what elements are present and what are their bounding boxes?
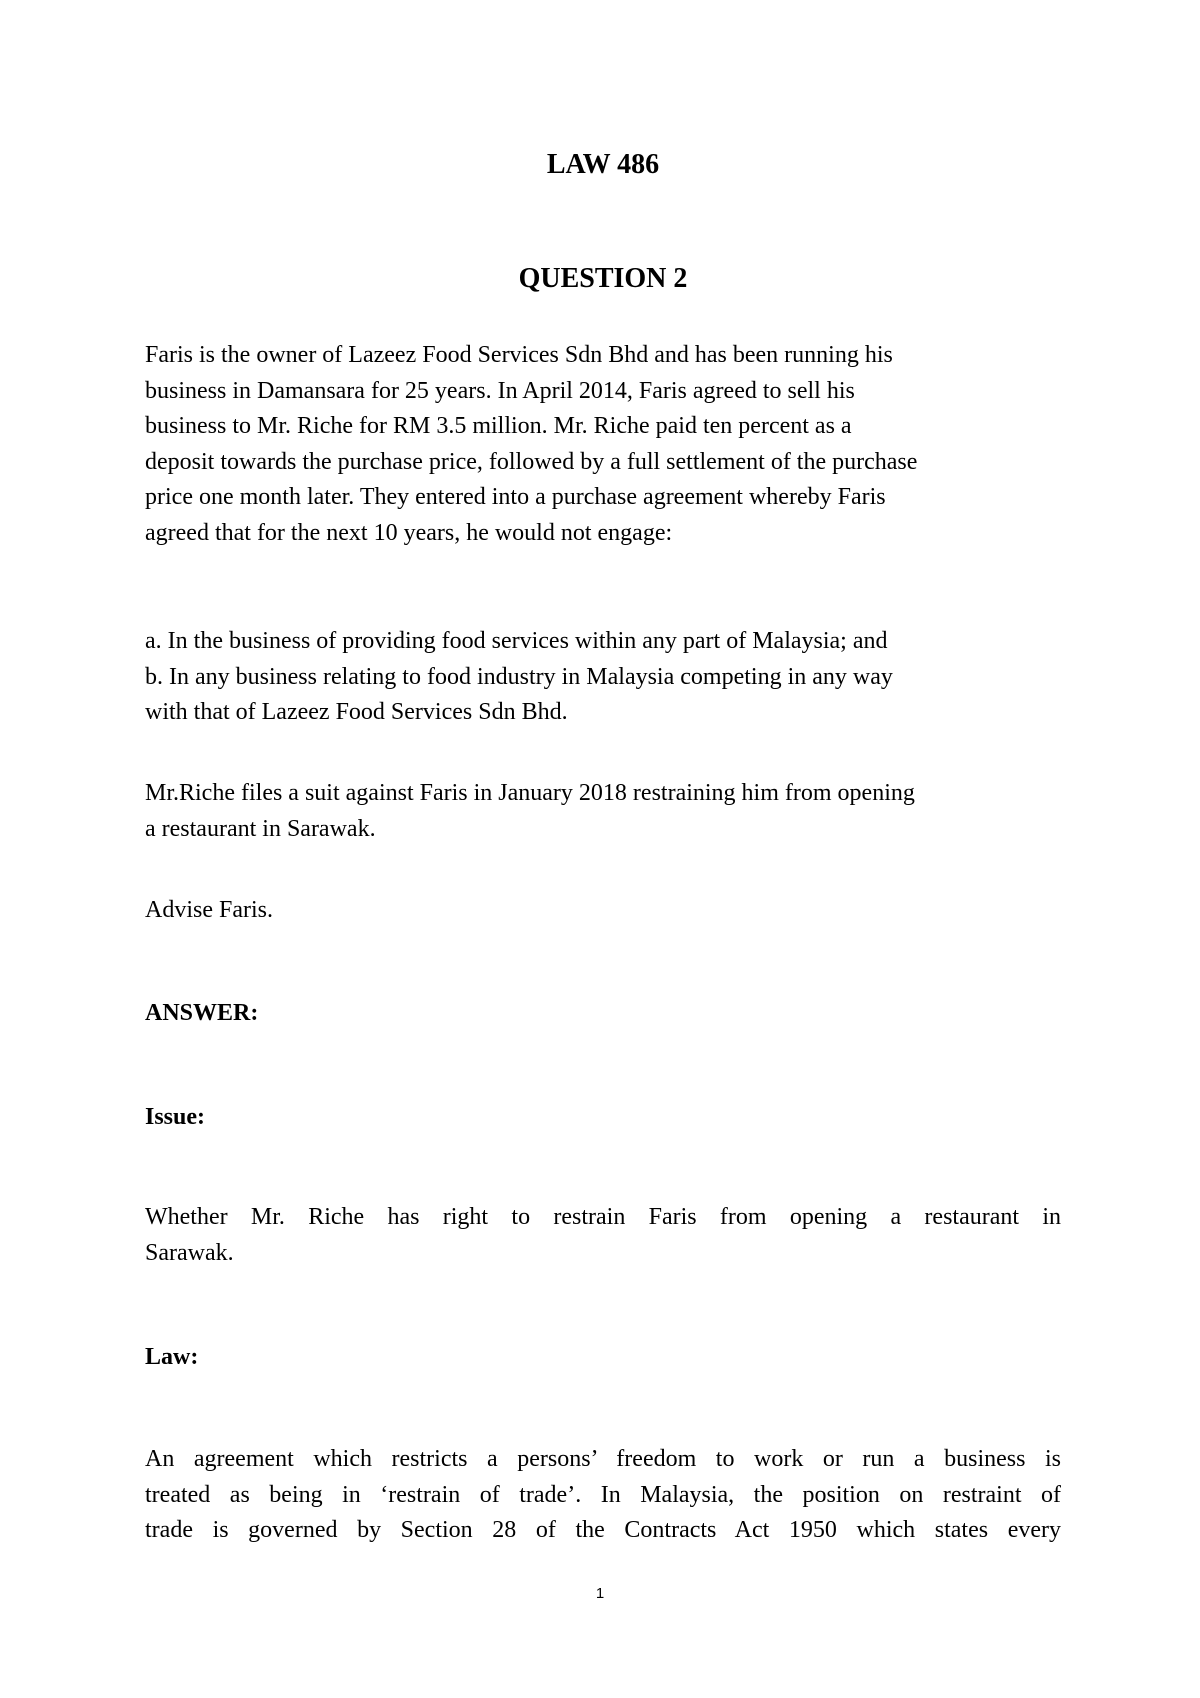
law-paragraph — [145, 1442, 1061, 1549]
suit-line: a restaurant in Sarawak. — [145, 815, 376, 842]
issue-heading: Issue: — [145, 1104, 206, 1130]
issue-line: Whether Mr. Riche has right to restrain Faris from opening a restaurant in — [145, 1204, 1061, 1230]
suit-line: Mr.Riche files a suit against Faris in January 2018 restraining him from opening — [145, 780, 915, 806]
restriction-list — [145, 624, 1061, 731]
question-line: price one month later. They entered into a purchase agreement whereby Faris — [145, 484, 886, 510]
question-line: business to Mr. Riche for RM 3.5 million. Mr. Riche paid ten percent as a — [145, 413, 852, 439]
law-heading: Law: — [145, 1344, 199, 1370]
question-line: agreed that for the next 10 years, he would not engage: — [145, 519, 673, 546]
list-item-b-continued: with that of Lazeez Food Services Sdn Bhd. — [145, 699, 568, 725]
list-item-b: b. In any business relating to food industry in Malaysia competing in any way — [145, 663, 893, 690]
page-number: 1 — [595, 1585, 605, 1602]
question-line: business in Damansara for 25 years. In April 2014, Faris agreed to sell his — [145, 377, 855, 404]
law-line: trade is governed by Section 28 of the Contracts Act 1950 which states every — [145, 1517, 1061, 1543]
list-item-a: a. In the business of providing food services within any part of Malaysia; and — [145, 628, 888, 654]
instruction-text: Advise Faris. — [145, 897, 273, 923]
question-title: QUESTION 2 — [518, 263, 688, 294]
law-line: An agreement which restricts a persons’ freedom to work or run a business is — [145, 1446, 1061, 1472]
question-line: deposit towards the purchase price, followed by a full settlement of the purchase — [145, 448, 918, 475]
issue-paragraph — [145, 1200, 1061, 1271]
question-line: Faris is the owner of Lazeez Food Services Sdn Bhd and has been running his — [145, 342, 893, 368]
question-paragraph — [145, 338, 1061, 551]
suit-paragraph — [145, 776, 1061, 847]
issue-line: Sarawak. — [145, 1239, 234, 1266]
course-code-title: LAW 486 — [546, 149, 660, 180]
law-line: treated as being in ‘restrain of trade’. In Malaysia, the position on restraint of — [145, 1481, 1061, 1508]
answer-heading: ANSWER: — [145, 1000, 259, 1026]
